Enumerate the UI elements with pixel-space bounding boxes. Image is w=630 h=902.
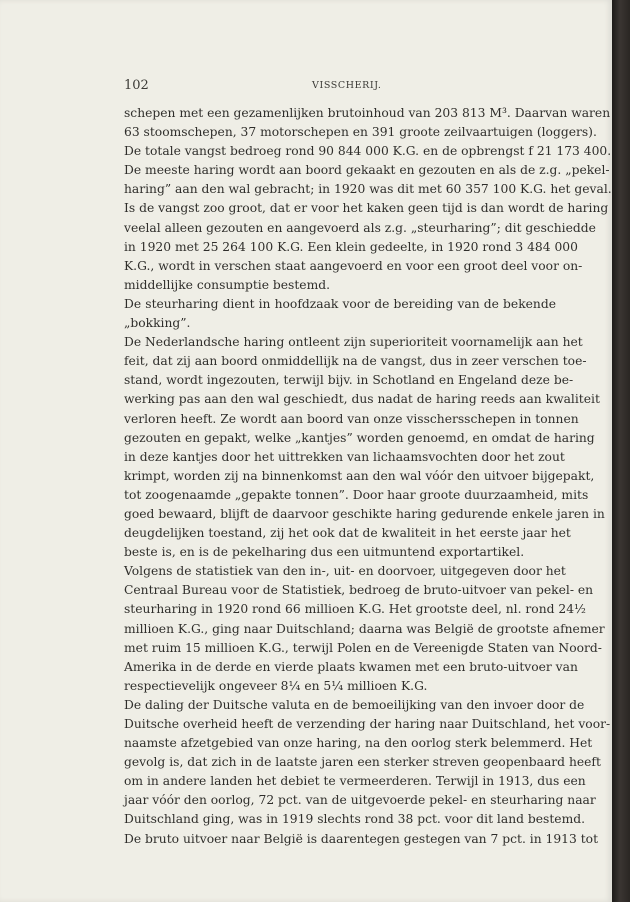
text-line: met ruim 15 millioen K.G., terwijl Polen en de Vereenigde Staten van Noord- (124, 640, 602, 655)
text-line: De daling der Duitsche valuta en de bemoeilijking van den invoer door de (124, 697, 585, 712)
text-line: in deze kantjes door het uittrekken van lichaamsvochten door het zout (124, 449, 565, 464)
text-line: „bokking”. (124, 316, 191, 331)
text-line: Is de vangst zoo groot, dat er voor het kaken geen tijd is dan wordt de haring (124, 201, 609, 216)
text-line: De bruto uitvoer naar België is daarentegen gestegen van 7 pct. in 1913 tot (124, 831, 599, 846)
text-line: De meeste haring wordt aan boord gekaakt en gezouten en als de z.g. „pekel- (124, 163, 610, 178)
text-line: feit, dat zij aan boord onmiddellijk na de vangst, dus in zeer verschen toe- (124, 354, 587, 369)
text-line: millioen K.G., ging naar Duitschland; daarna was België de grootste afnemer (124, 621, 605, 636)
text-line: in 1920 met 25 264 100 K.G. Een klein gedeelte, in 1920 rond 3 484 000 (124, 239, 578, 254)
running-head (124, 78, 554, 94)
text-line: schepen met een gezamenlijken brutoinhoud van 203 813 M³. Daarvan waren (124, 106, 611, 120)
text-line: De steurharing dient in hoofdzaak voor de bereiding van de bekende (124, 296, 556, 311)
text-line: werking pas aan den wal geschiedt, dus nadat de haring reeds aan kwaliteit (124, 392, 600, 407)
text-line: goed bewaard, blijft de daarvoor geschikte haring gedurende enkele jaren in (124, 506, 605, 521)
text-line: jaar vóór den oorlog, 72 pct. van de uitgevoerde pekel- en steurharing naar (124, 793, 596, 808)
text-line: tot zoogenaamde „gepakte tonnen”. Door haar groote duurzaamheid, mits (124, 487, 589, 502)
text-line: Amerika in de derde en vierde plaats kwamen met een bruto-uitvoer van (124, 659, 578, 674)
text-line: om in andere landen het debiet te vermeerderen. Terwijl in 1913, dus een (124, 774, 586, 789)
text-line: Duitsche overheid heeft de verzending der haring naar Duitschland, het voor- (124, 717, 611, 731)
text-line: krimpt, worden zij na binnenkomst aan den wal vóór den uitvoer bijgepakt, (124, 468, 595, 483)
text-line: beste is, en is de pekelharing dus een uitmuntend exportartikel. (124, 545, 525, 560)
text-line: deugdelijken toestand, zij het ook dat de kwaliteit in het eerste jaar het (124, 526, 571, 541)
text-line: De Nederlandsche haring ontleent zijn superioriteit voornamelijk aan het (124, 335, 583, 350)
text-line: gezouten en gepakt, welke „kantjes” worden genoemd, en omdat de haring (124, 430, 595, 445)
body-text (124, 104, 612, 849)
text-line: stand, wordt ingezouten, terwijl bijv. in Schotland en Engeland deze be- (124, 373, 574, 388)
text-line: haring” aan den wal gebracht; in 1920 was dit met 60 357 100 K.G. het geval. (124, 182, 612, 197)
text-line: gevolg is, dat zich in de laatste jaren een sterker streven geopenbaard heeft (124, 755, 601, 770)
text-line: steurharing in 1920 rond 66 millioen K.G. Het grootste deel, nl. rond 24½ (124, 602, 586, 617)
text-line: Volgens de statistiek van den in-, uit- en doorvoer, uitgegeven door het (124, 564, 566, 579)
book-edge (612, 0, 630, 902)
text-line: middellijke consumptie bestemd. (124, 277, 331, 292)
text-line: Centraal Bureau voor de Statistiek, bedroeg de bruto-uitvoer van pekel- en (124, 583, 594, 598)
text-line: K.G., wordt in verschen staat aangevoerd en voor een groot deel voor on- (124, 258, 583, 273)
text-line: naamste afzetgebied van onze haring, na den oorlog sterk belemmerd. Het (124, 736, 593, 751)
running-title: VISSCHERIJ. (312, 80, 382, 91)
text-line: Duitschland ging, was in 1919 slechts rond 38 pct. voor dit land bestemd. (124, 812, 586, 827)
text-line: 63 stoomschepen, 37 motorschepen en 391 groote zeilvaartuigen (loggers). (124, 125, 597, 140)
text-line: verloren heeft. Ze wordt aan boord van onze visschersschepen in tonnen (124, 411, 579, 426)
text-line: veelal alleen gezouten en aangevoerd als z.g. „steurharing”; dit geschiedde (124, 220, 596, 235)
page-number: 102 (124, 78, 149, 93)
text-line: respectievelijk ongeveer 8¼ en 5¼ millioen K.G. (124, 678, 428, 693)
text-line: De totale vangst bedroeg rond 90 844 000 K.G. en de opbrengst f 21 173 400. (124, 144, 612, 159)
